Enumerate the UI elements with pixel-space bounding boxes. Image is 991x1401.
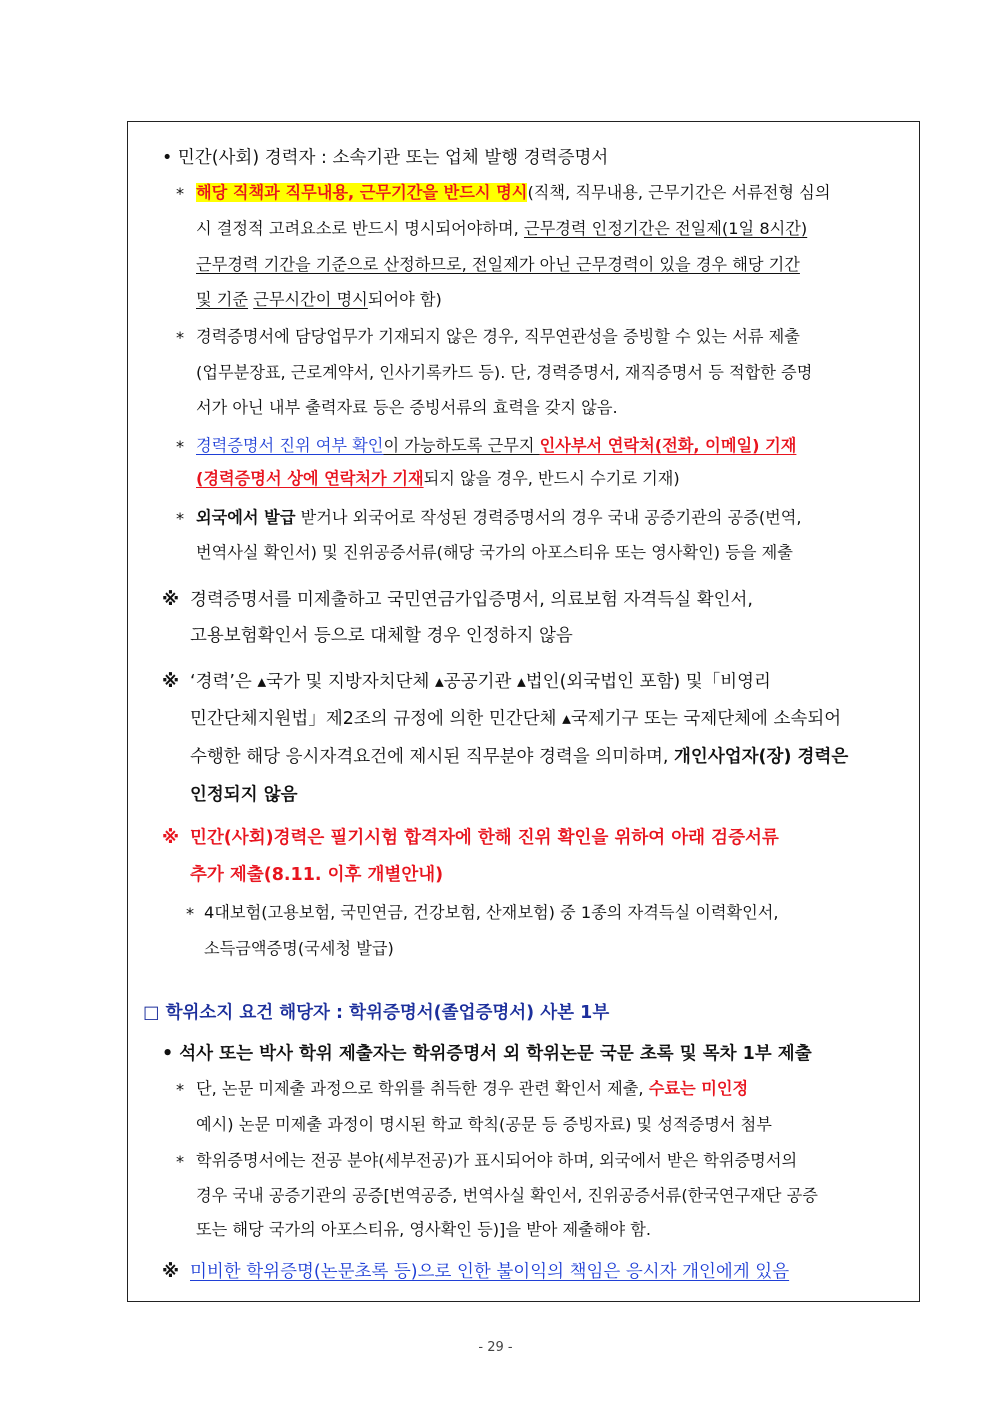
remark-mark: ※ [162,590,180,610]
note-insurance-docs: 4대보험(고용보험, 국민연금, 건강보험, 산재보험) 중 1종의 자격득실 이력확인서, [204,903,779,922]
note-line: 경우 국내 공증기관의 공증[번역공증, 번역사실 확인서, 진위공증서류(한국연구재단 공증 [196,1186,818,1205]
note-line: 시 결정적 고려요소로 반드시 명시되어야하며, 근무경력 인정기간은 전일제(1일 8시간) [196,219,808,238]
section-heading-degree: □ 학위소지 요건 해당자 : 학위증명서(졸업증명서) 사본 1부 [143,1003,610,1023]
note-star: * [176,328,185,347]
note-line: 번역사실 확인서) 및 진위공증서류(해당 국가의 아포스티유 또는 영사확인) 등을 제출 [196,543,793,562]
remark-substitute-docs: 경력증명서를 미제출하고 국민연금가입증명서, 의료보험 자격득실 확인서, [190,590,753,610]
remark-line: 인정되지 않음 [190,785,298,805]
note-duty-evidence: 경력증명서에 담당업무가 기재되지 않은 경우, 직무연관성을 증빙할 수 있는 서류 제출 [196,327,800,346]
remark-line: 추가 제출(8.11. 이후 개별안내) [190,865,444,885]
note-star: * [176,184,185,203]
note-line: (업무분장표, 근로계약서, 인사기록카드 등). 단, 경력증명서, 재직증명서 등 적합한 증명 [196,363,813,382]
note-degree-major: 학위증명서에는 전공 분야(세부전공)가 표시되어야 하며, 외국에서 받은 학위증명서의 [196,1151,798,1170]
note-star: * [186,904,195,923]
note-required-duties: 해당 직책과 직무내용, 근무기간을 반드시 명시(직책, 직무내용, 근무기간은 서류전형 심의 [196,183,831,202]
remark-verification-docs: 민간(사회)경력은 필기시험 합격자에 한해 진위 확인을 위하여 아래 검증서류 [190,828,779,848]
note-star: * [176,1152,185,1171]
remark-responsibility: 미비한 학위증명(논문초록 등)으로 인한 불이익의 책임은 응시자 개인에게 있음 [190,1262,790,1282]
note-line: 서가 아닌 내부 출력자료 등은 증빙서류의 효력을 갖지 않음. [196,398,618,417]
remark-line: 고용보험확인서 등으로 대체할 경우 인정하지 않음 [190,626,573,646]
note-star: * [176,437,185,456]
note-foreign-issued: 외국에서 발급 받거나 외국어로 작성된 경력증명서의 경우 국내 공증기관의 공증(번역, [196,508,802,527]
note-line: 및 기준 근무시간이 명시되어야 함) [196,290,442,309]
note-line: 또는 해당 국가의 아포스티유, 영사확인 등)]을 받아 제출해야 함. [196,1220,652,1239]
highlight-required-text: 해당 직책과 직무내용, 근무기간을 반드시 명시 [196,183,528,202]
note-star: * [176,1080,185,1099]
note-contact-info: 경력증명서 진위 여부 확인이 가능하도록 근무지 인사부서 연락처(전화, 이메일) 기재 [196,436,797,455]
bullet-thesis-submission: • 석사 또는 박사 학위 제출자는 학위증명서 외 학위논문 국문 초록 및 목차 1부 제출 [162,1044,812,1064]
page-number: - 29 - [478,1340,513,1355]
note-line: (경력증명서 상에 연락처가 기재되지 않을 경우, 반드시 수기로 기재) [196,469,680,488]
note-line: 근무경력 기간을 기준으로 산정하므로, 전일제가 아닌 근무경력이 있을 경우 해당 기간 [196,255,800,274]
remark-mark: ※ [162,828,180,848]
remark-line: 수행한 해당 응시자격요건에 제시된 직무분야 경력을 의미하며, 개인사업자(장) 경력은 [190,747,849,767]
remark-career-definition: ‘경력’은 ▴국가 및 지방자치단체 ▴공공기관 ▴법인(외국법인 포함) 및「비영리 [190,672,771,692]
remark-line: 민간단체지원법」제2조의 규정에 의한 민간단체 ▴국제기구 또는 국제단체에 소속되어 [190,709,842,729]
note-no-thesis-course: 단, 논문 미제출 과정으로 학위를 취득한 경우 관련 확인서 제출, 수료는 미인정 [196,1079,749,1098]
note-star: * [176,509,185,528]
bullet-private-career: • 민간(사회) 경력자 : 소속기관 또는 업체 발행 경력증명서 [162,148,609,168]
note-line: 예시) 논문 미제출 과정이 명시된 학교 학칙(공문 등 증빙자료) 및 성적증명서 첨부 [196,1115,772,1134]
note-line: 소득금액증명(국세청 발급) [204,939,394,958]
remark-mark: ※ [162,672,180,692]
remark-mark: ※ [162,1262,180,1282]
